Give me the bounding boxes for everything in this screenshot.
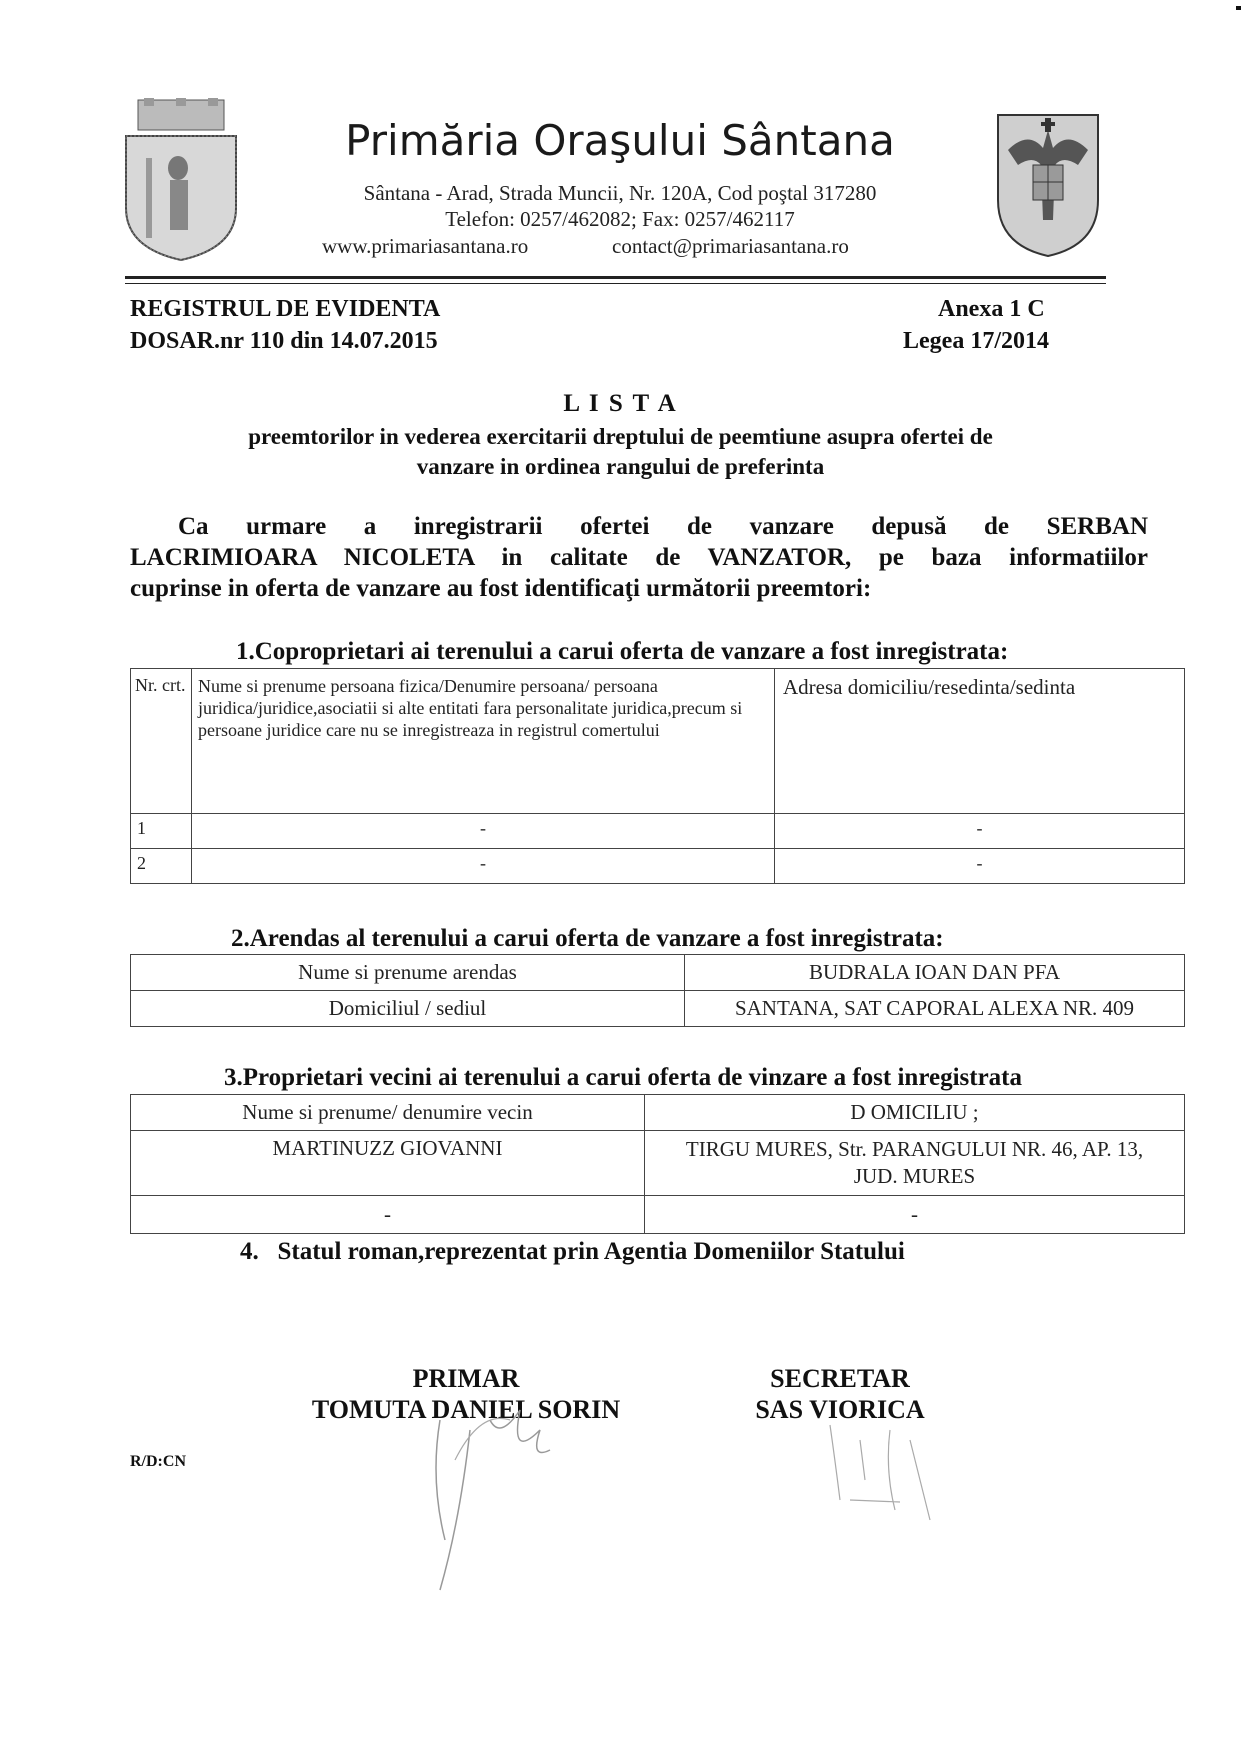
tenant-address-value: SANTANA, SAT CAPORAL ALEXA NR. 409 — [685, 991, 1185, 1027]
scan-mark — [1236, 6, 1241, 10]
neighbour-address-header: D OMICILIU ; — [645, 1095, 1185, 1131]
neighbour-name-header: Nume si prenume/ denumire vecin — [131, 1095, 645, 1131]
secretary-role: SECRETAR — [770, 1364, 910, 1393]
nr-header: Nr. crt. — [131, 669, 192, 814]
neighbour-address-line-1: TIRGU MURES, Str. PARANGULUI NR. 46, AP. 13, — [685, 1137, 1144, 1161]
neighbour-name: MARTINUZZ GIOVANNI — [131, 1131, 645, 1196]
romania-coat-of-arms-icon — [993, 110, 1103, 260]
header-divider-thin — [125, 283, 1106, 284]
tenant-name-label: Nume si prenume arendas — [131, 955, 685, 991]
neighbour-address-line-2: JUD. MURES — [853, 1164, 976, 1188]
neighbour-address: - — [645, 1196, 1185, 1234]
mayor-signature-icon — [400, 1400, 600, 1600]
table-row — [131, 814, 1185, 849]
register-label: REGISTRUL DE EVIDENTA — [130, 296, 441, 322]
section4-title: 4. Statul roman,reprezentat prin Agentia Domeniilor Statului — [240, 1238, 905, 1265]
row-address: - — [775, 849, 1185, 884]
section2-title: 2.Arendas al terenului a carui oferta de vanzare a fost inregistrata: — [231, 925, 944, 952]
mayor-role: PRIMAR — [412, 1364, 520, 1393]
address-line: Sântana - Arad, Strada Muncii, Nr. 120A, Cod poştal 317280 — [363, 181, 877, 205]
table-row — [131, 991, 1185, 1027]
row-address: - — [775, 814, 1185, 849]
page-title: Primăria Oraşului Sântana — [345, 116, 895, 165]
tenant-name-value: BUDRALA IOAN DAN PFA — [685, 955, 1185, 991]
table-row — [131, 1196, 1185, 1234]
list-title: L I S T A — [563, 390, 678, 417]
secretary-signature-icon — [820, 1420, 950, 1530]
address-header: Adresa domiciliu/resedinta/sedinta — [775, 669, 1185, 814]
intro-line-3: cuprinse in oferta de vanzare au fost identificaţi următorii preemtori: — [130, 575, 872, 602]
town-coat-of-arms-icon — [118, 98, 244, 263]
tenant-address-label: Domiciliul / sediul — [131, 991, 685, 1027]
intro-line-2: LACRIMIOARA NICOLETA in calitate de VANZATOR, pe baza informatiilor — [130, 544, 1148, 571]
name-header: Nume si prenume persoana fizica/Denumire persoana/ persoana juridica/juridice,asociatii si alte entitati fara personalitate juridica,precum si persoane juridice care nu se inregistreaza in registrul comertului — [192, 669, 775, 814]
row-nr: 2 — [131, 849, 192, 884]
list-subtitle-2: vanzare in ordinea rangului de preferinta — [416, 454, 825, 479]
row-name: - — [192, 849, 775, 884]
header-divider — [125, 276, 1106, 279]
neighbour-name: - — [131, 1196, 645, 1234]
row-name: - — [192, 814, 775, 849]
coowners-table — [130, 668, 1185, 884]
website-link[interactable]: www.primariasantana.ro — [322, 234, 529, 258]
email-link[interactable]: contact@primariasantana.ro — [612, 234, 849, 258]
table-row — [131, 955, 1185, 991]
intro-line-1: Ca urmare a inregistrarii ofertei de vanzare depusă de SERBAN — [178, 513, 1148, 540]
mayor-name: TOMUTA DANIEL SORIN — [311, 1395, 621, 1424]
section1-title: 1.Coproprietari ai terenului a carui oferta de vanzare a fost inregistrata: — [236, 638, 1009, 665]
neighbours-table — [130, 1094, 1185, 1234]
annex-label: Anexa 1 C — [938, 296, 1045, 322]
section3-title: 3.Proprietari vecini ai terenului a carui oferta de vinzare a fost inregistrata — [224, 1064, 1022, 1091]
row-nr: 1 — [131, 814, 192, 849]
list-subtitle-1: preemtorilor in vederea exercitarii dreptului de peemtiune asupra ofertei de — [248, 424, 993, 449]
dosar-label: DOSAR.nr 110 din 14.07.2015 — [130, 328, 438, 354]
reference-code: R/D:CN — [130, 1453, 186, 1470]
law-label: Legea 17/2014 — [903, 328, 1049, 354]
tenant-table — [130, 954, 1185, 1027]
table-row — [131, 1131, 1185, 1196]
phone-line: Telefon: 0257/462082; Fax: 0257/462117 — [445, 207, 795, 231]
table-row — [131, 849, 1185, 884]
secretary-name: SAS VIORICA — [755, 1395, 925, 1424]
